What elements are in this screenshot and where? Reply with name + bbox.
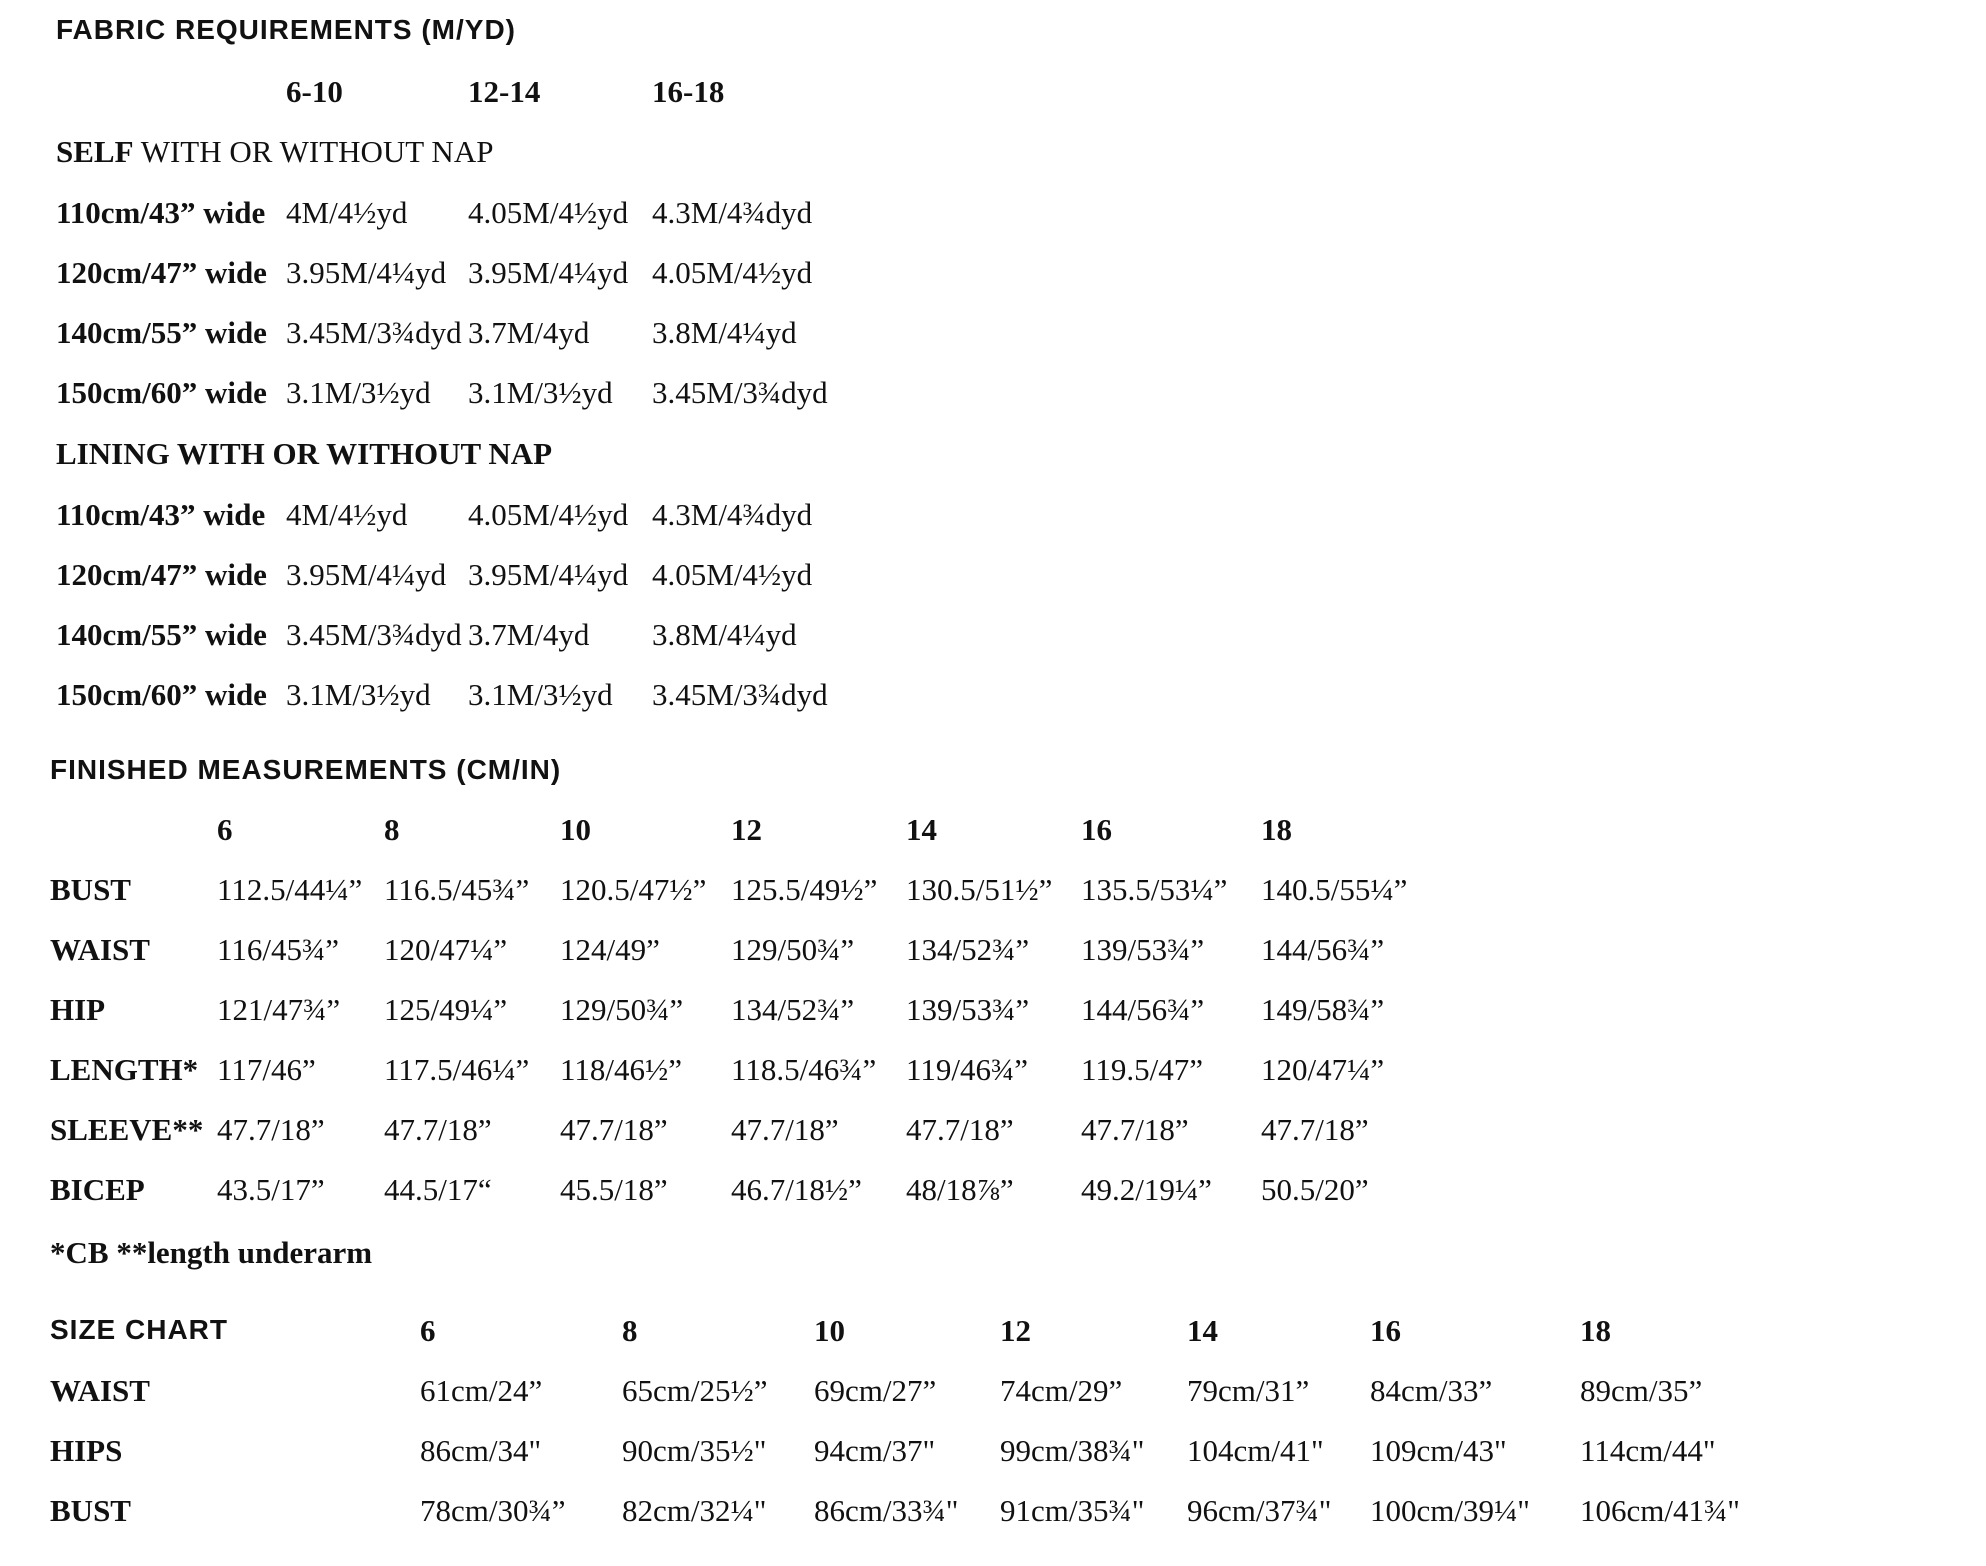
- size-chart-value: 104cm/41": [1187, 1433, 1324, 1468]
- fabric-size-header: 12-14: [468, 74, 541, 109]
- fabric-value: 3.1M/3½yd: [286, 375, 431, 410]
- size-chart-value: 96cm/37¾": [1187, 1493, 1332, 1528]
- size-chart-size-header: 10: [814, 1313, 845, 1348]
- size-chart-size-header: 16: [1370, 1313, 1401, 1348]
- fabric-value: 4.05M/4½yd: [652, 557, 813, 592]
- fabric-size-header: 6-10: [286, 74, 343, 109]
- fabric-size-header: 16-18: [652, 74, 725, 109]
- size-chart-value: 69cm/27”: [814, 1373, 937, 1408]
- finished-value: 144/56¾”: [1261, 932, 1385, 967]
- finished-value: 50.5/20”: [1261, 1172, 1369, 1207]
- fabric-value: 3.45M/3¾dyd: [652, 677, 828, 712]
- fabric-value: 3.95M/4¼yd: [286, 557, 447, 592]
- fabric-width-label: 110cm/43” wide: [56, 195, 266, 230]
- finished-row-label: LENGTH*: [50, 1052, 199, 1087]
- finished-value: 129/50¾”: [731, 932, 855, 967]
- size-chart-size-header: 8: [622, 1313, 638, 1348]
- lining-section-label: LINING WITH OR WITHOUT NAP: [56, 436, 553, 471]
- size-chart-value: 74cm/29”: [1000, 1373, 1123, 1408]
- size-chart-value: 61cm/24”: [420, 1373, 543, 1408]
- finished-row-label: WAIST: [50, 932, 150, 967]
- size-chart-value: 79cm/31”: [1187, 1373, 1310, 1408]
- size-chart-row-label: WAIST: [50, 1373, 150, 1408]
- size-chart-value: 100cm/39¼": [1370, 1493, 1530, 1528]
- fabric-value: 4.05M/4½yd: [468, 497, 629, 532]
- finished-value: 119/46¾”: [906, 1052, 1028, 1087]
- finished-value: 120/47¼”: [384, 932, 508, 967]
- finished-value: 46.7/18½”: [731, 1172, 862, 1207]
- finished-value: 140.5/55¼”: [1261, 872, 1408, 907]
- finished-row-label: BICEP: [50, 1172, 145, 1207]
- finished-value: 125.5/49½”: [731, 872, 878, 907]
- finished-value: 125/49¼”: [384, 992, 508, 1027]
- finished-value: 135.5/53¼”: [1081, 872, 1228, 907]
- finished-size-header: 10: [560, 812, 591, 847]
- finished-value: 120/47¼”: [1261, 1052, 1385, 1087]
- fabric-width-label: 120cm/47” wide: [56, 557, 267, 592]
- size-chart-value: 99cm/38¾": [1000, 1433, 1145, 1468]
- finished-value: 139/53¾”: [1081, 932, 1205, 967]
- finished-value: 117/46”: [217, 1052, 316, 1087]
- size-chart-value: 114cm/44": [1580, 1433, 1716, 1468]
- finished-row-label: HIP: [50, 992, 106, 1027]
- finished-value: 47.7/18”: [1081, 1112, 1189, 1147]
- fabric-value: 3.8M/4¼yd: [652, 315, 797, 350]
- fabric-requirements-title: FABRIC REQUIREMENTS (M/YD): [56, 14, 516, 45]
- size-chart-value: 109cm/43": [1370, 1433, 1507, 1468]
- finished-value: 121/47¾”: [217, 992, 341, 1027]
- size-chart-title: SIZE CHART: [50, 1314, 228, 1345]
- fabric-width-label: 140cm/55” wide: [56, 315, 267, 350]
- finished-row-label: BUST: [50, 872, 131, 907]
- finished-value: 118.5/46¾”: [731, 1052, 877, 1087]
- finished-value: 47.7/18”: [384, 1112, 492, 1147]
- finished-size-header: 8: [384, 812, 400, 847]
- size-chart-value: 90cm/35½": [622, 1433, 767, 1468]
- fabric-value: 4.3M/4¾dyd: [652, 497, 813, 532]
- self-label-rest: WITH OR WITHOUT NAP: [133, 134, 494, 169]
- fabric-value: 3.45M/3¾dyd: [286, 617, 462, 652]
- finished-value: 124/49”: [560, 932, 660, 967]
- fabric-value: 3.45M/3¾dyd: [286, 315, 462, 350]
- fabric-width-label: 150cm/60” wide: [56, 375, 267, 410]
- fabric-value: 3.7M/4yd: [468, 617, 590, 652]
- finished-size-header: 6: [217, 812, 233, 847]
- finished-value: 43.5/17”: [217, 1172, 325, 1207]
- fabric-value: 3.45M/3¾dyd: [652, 375, 828, 410]
- fabric-value: 3.1M/3½yd: [286, 677, 431, 712]
- self-section-label: [56, 136, 493, 167]
- fabric-value: 3.95M/4¼yd: [468, 255, 629, 290]
- fabric-value: 3.1M/3½yd: [468, 375, 613, 410]
- finished-value: 47.7/18”: [906, 1112, 1014, 1147]
- fabric-value: 4.3M/4¾dyd: [652, 195, 813, 230]
- fabric-width-label: 110cm/43” wide: [56, 497, 266, 532]
- fabric-value: 3.7M/4yd: [468, 315, 590, 350]
- size-chart-size-header: 12: [1000, 1313, 1031, 1348]
- finished-value: 144/56¾”: [1081, 992, 1205, 1027]
- size-chart-value: 65cm/25½”: [622, 1373, 768, 1408]
- finished-value: 149/58¾”: [1261, 992, 1385, 1027]
- finished-value: 119.5/47”: [1081, 1052, 1203, 1087]
- fabric-value: 3.1M/3½yd: [468, 677, 613, 712]
- size-chart-value: 106cm/41¾": [1580, 1493, 1740, 1528]
- finished-value: 134/52¾”: [906, 932, 1030, 967]
- finished-value: 117.5/46¼”: [384, 1052, 530, 1087]
- size-chart-value: 89cm/35”: [1580, 1373, 1703, 1408]
- finished-value: 47.7/18”: [217, 1112, 325, 1147]
- finished-value: 112.5/44¼”: [217, 872, 363, 907]
- fabric-value: 3.95M/4¼yd: [286, 255, 447, 290]
- finished-value: 44.5/17“: [384, 1172, 492, 1207]
- finished-value: 47.7/18”: [560, 1112, 668, 1147]
- finished-value: 134/52¾”: [731, 992, 855, 1027]
- size-chart-row-label: HIPS: [50, 1433, 123, 1468]
- finished-value: 116/45¾”: [217, 932, 339, 967]
- finished-value: 47.7/18”: [1261, 1112, 1369, 1147]
- finished-value: 118/46½”: [560, 1052, 682, 1087]
- finished-size-header: 14: [906, 812, 937, 847]
- finished-value: 130.5/51½”: [906, 872, 1053, 907]
- finished-row-label: SLEEVE**: [50, 1112, 204, 1147]
- finished-value: 47.7/18”: [731, 1112, 839, 1147]
- size-chart-size-header: 6: [420, 1313, 436, 1348]
- fabric-value: 4.05M/4½yd: [652, 255, 813, 290]
- size-chart-value: 91cm/35¾": [1000, 1493, 1145, 1528]
- finished-value: 49.2/19¼”: [1081, 1172, 1212, 1207]
- finished-value: 116.5/45¾”: [384, 872, 530, 907]
- finished-value: 129/50¾”: [560, 992, 684, 1027]
- finished-size-header: 12: [731, 812, 762, 847]
- finished-size-header: 16: [1081, 812, 1112, 847]
- finished-footnote: *CB **length underarm: [50, 1235, 373, 1270]
- fabric-width-label: 140cm/55” wide: [56, 617, 267, 652]
- finished-value: 48/18⅞”: [906, 1172, 1014, 1207]
- fabric-value: 3.95M/4¼yd: [468, 557, 629, 592]
- size-chart-row-label: BUST: [50, 1493, 131, 1528]
- size-chart-value: 86cm/34": [420, 1433, 542, 1468]
- finished-measurements-title: FINISHED MEASUREMENTS (CM/IN): [50, 754, 562, 785]
- size-chart-size-header: 18: [1580, 1313, 1611, 1348]
- finished-value: 120.5/47½”: [560, 872, 707, 907]
- finished-value: 139/53¾”: [906, 992, 1030, 1027]
- size-chart-size-header: 14: [1187, 1313, 1218, 1348]
- finished-size-header: 18: [1261, 812, 1292, 847]
- size-chart-value: 94cm/37": [814, 1433, 936, 1468]
- fabric-value: 4.05M/4½yd: [468, 195, 629, 230]
- size-chart-value: 78cm/30¾”: [420, 1493, 566, 1528]
- size-chart-value: 82cm/32¼": [622, 1493, 767, 1528]
- size-chart-value: 84cm/33”: [1370, 1373, 1493, 1408]
- size-chart-value: 86cm/33¾": [814, 1493, 959, 1528]
- fabric-width-label: 150cm/60” wide: [56, 677, 267, 712]
- fabric-width-label: 120cm/47” wide: [56, 255, 267, 290]
- fabric-value: 4M/4½yd: [286, 497, 408, 532]
- self-label-bold: SELF: [56, 134, 134, 169]
- fabric-value: 3.8M/4¼yd: [652, 617, 797, 652]
- fabric-value: 4M/4½yd: [286, 195, 408, 230]
- finished-value: 45.5/18”: [560, 1172, 668, 1207]
